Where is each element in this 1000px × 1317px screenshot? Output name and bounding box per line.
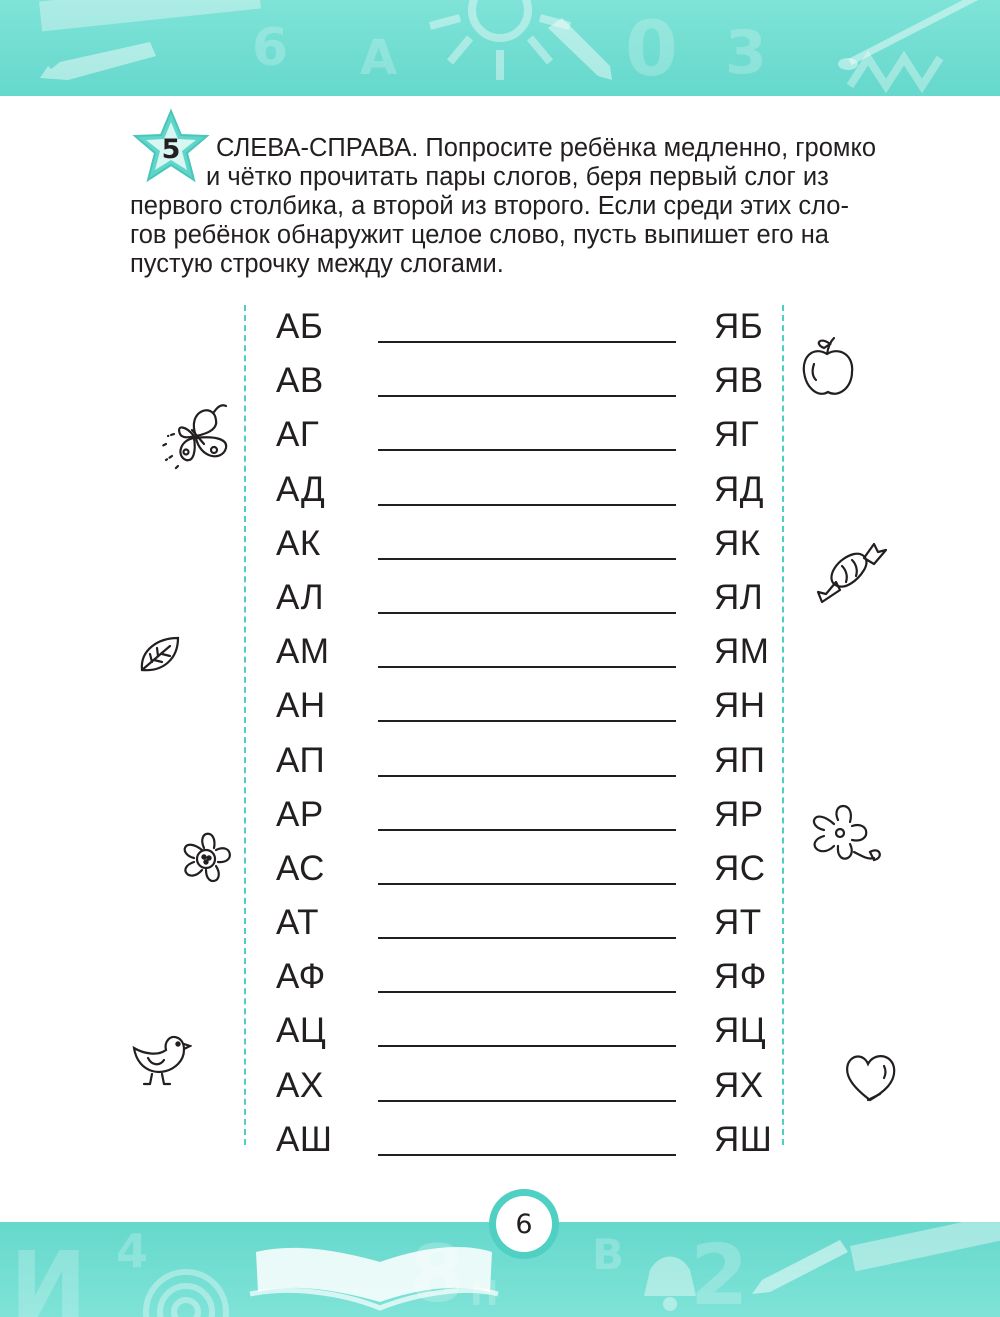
- left-syllable: АС: [276, 848, 325, 888]
- answer-line[interactable]: [378, 883, 676, 885]
- instruction-line: гов ребёнок обнаружит целое слово, пусть выпишет его на: [130, 221, 829, 249]
- leaf-icon: [136, 632, 182, 676]
- left-syllable: АВ: [276, 361, 324, 401]
- answer-line[interactable]: [378, 1100, 676, 1102]
- right-syllable: ЯР: [714, 794, 764, 834]
- decor-letter: 8: [410, 1230, 465, 1317]
- right-syllable: ЯШ: [714, 1119, 773, 1159]
- answer-line[interactable]: [378, 991, 676, 993]
- answer-line[interactable]: [378, 937, 676, 939]
- left-syllable: АШ: [276, 1119, 333, 1159]
- pair-row: [276, 793, 786, 847]
- pair-row: [276, 901, 786, 955]
- instruction-line: и чётко прочитать пары слогов, беря первый слог из: [206, 163, 829, 191]
- right-syllable: ЯТ: [714, 903, 762, 943]
- pair-row: [276, 1064, 786, 1118]
- decor-letter: И: [10, 1232, 87, 1317]
- left-syllable: АД: [276, 469, 326, 509]
- decor-letter: В: [592, 1230, 625, 1279]
- left-syllable: АК: [276, 523, 321, 563]
- left-syllable: АМ: [276, 632, 330, 672]
- answer-line[interactable]: [378, 829, 676, 831]
- candy-icon: [814, 540, 890, 606]
- instruction-line: первого столбика, а второй из второго. Если среди этих сло-: [130, 192, 849, 220]
- left-syllable: АФ: [276, 957, 326, 997]
- dashed-divider-left: [244, 305, 246, 1145]
- right-syllable: ЯЦ: [714, 1011, 767, 1051]
- heart-icon: [840, 1048, 900, 1106]
- task-heading: СЛЕВА-СПРАВА.: [216, 134, 419, 162]
- decor-letter: 2: [690, 1226, 749, 1317]
- pair-row: [276, 1009, 786, 1063]
- answer-line[interactable]: [378, 341, 676, 343]
- top-decor-art: [0, 0, 1000, 96]
- right-syllable: ЯД: [714, 469, 764, 509]
- answer-line[interactable]: [378, 1154, 676, 1156]
- flower-icon: [174, 826, 238, 892]
- right-syllable: ЯГ: [714, 415, 760, 455]
- pair-row: [276, 739, 786, 793]
- decor-letter: А: [360, 30, 398, 86]
- left-syllable: АБ: [276, 307, 324, 346]
- task-number: 5: [161, 133, 181, 165]
- right-syllable: ЯМ: [714, 632, 770, 672]
- right-syllable: ЯВ: [714, 361, 764, 401]
- brush-icon: [850, 0, 990, 62]
- decor-letter: 0: [625, 4, 678, 93]
- answer-line[interactable]: [378, 1045, 676, 1047]
- answer-line[interactable]: [378, 395, 676, 397]
- ruler-icon: [850, 1222, 1000, 1271]
- left-syllable: АХ: [276, 1065, 324, 1105]
- decor-letter: 6: [252, 18, 289, 78]
- sun-icon: [430, 0, 570, 80]
- answer-line[interactable]: [378, 504, 676, 506]
- pair-row: [276, 359, 786, 413]
- right-syllable: ЯХ: [714, 1065, 764, 1105]
- butterfly-icon: [156, 400, 236, 476]
- instruction-line: пустую строчку между слогами.: [130, 250, 504, 278]
- pencil-icon: [40, 42, 156, 80]
- pencil-icon: [548, 18, 612, 80]
- top-decor-band: [0, 0, 1000, 96]
- answer-line[interactable]: [378, 775, 676, 777]
- pair-row: [276, 413, 786, 467]
- left-syllable: АР: [276, 794, 324, 834]
- pair-row: [276, 630, 786, 684]
- apple-icon: [800, 334, 856, 400]
- answer-line[interactable]: [378, 449, 676, 451]
- left-syllable: АН: [276, 686, 326, 726]
- syllable-pairs: [276, 305, 786, 1172]
- page-number-badge: [489, 1189, 559, 1259]
- right-syllable: ЯК: [714, 523, 761, 563]
- pair-row: [276, 522, 786, 576]
- bird-icon: [128, 1030, 192, 1088]
- flower-icon: [800, 800, 886, 872]
- right-syllable: ЯЛ: [714, 577, 764, 617]
- answer-line[interactable]: [378, 558, 676, 560]
- pair-row: [276, 1118, 786, 1172]
- decor-letter: 4: [116, 1224, 149, 1278]
- right-syllable: ЯП: [714, 740, 766, 780]
- left-syllable: АП: [276, 740, 326, 780]
- answer-line[interactable]: [378, 720, 676, 722]
- pair-row: [276, 847, 786, 901]
- decor-letter: 3: [725, 18, 767, 88]
- right-syllable: ЯФ: [714, 957, 767, 997]
- bell-icon: [644, 1257, 696, 1312]
- instruction-line: Попросите ребёнка медленно, громко: [418, 134, 877, 162]
- answer-line[interactable]: [378, 612, 676, 614]
- pencil-icon: [752, 1240, 848, 1294]
- left-syllable: АГ: [276, 415, 320, 455]
- decor-letter: Н: [470, 1274, 499, 1314]
- pair-row: [276, 684, 786, 738]
- right-syllable: ЯС: [714, 848, 766, 888]
- right-syllable: ЯН: [714, 686, 766, 726]
- pair-row: [276, 576, 786, 630]
- page-number: 6: [496, 1196, 552, 1252]
- left-syllable: АТ: [276, 903, 319, 943]
- answer-line[interactable]: [378, 666, 676, 668]
- task-instruction: [130, 134, 898, 279]
- pair-row: [276, 468, 786, 522]
- pair-row: [276, 305, 786, 359]
- left-syllable: АЦ: [276, 1011, 327, 1051]
- target-icon: [146, 1272, 226, 1317]
- right-syllable: ЯБ: [714, 307, 764, 346]
- pair-row: [276, 955, 786, 1009]
- left-syllable: АЛ: [276, 577, 325, 617]
